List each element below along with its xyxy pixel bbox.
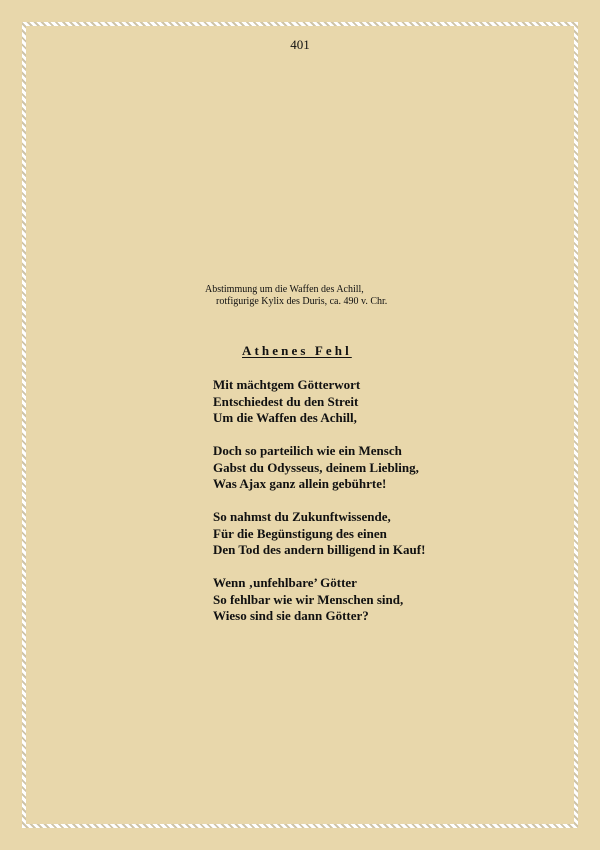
poem-line: Gabst du Odysseus, deinem Liebling, (213, 459, 419, 475)
poem-line: Den Tod des andern billigend in Kauf! (213, 542, 426, 557)
poem-stanza (213, 509, 425, 559)
poem-line: Wenn ‚unfehlbare’ Götter (213, 575, 357, 590)
poem-stanza (213, 575, 425, 625)
poem-line: Entschiedest du den Streit (213, 393, 359, 409)
poem-line: Mit mächtgem Götterwort (213, 377, 361, 392)
poem-line: Für die Begünstigung des einen (213, 525, 387, 541)
page-number: 401 (290, 37, 310, 52)
poem-line: Wieso sind sie dann Götter? (213, 608, 369, 623)
caption-line-2: rotfigurige Kylix des Duris, ca. 490 v. Chr. (216, 296, 388, 307)
poem-line: Was Ajax ganz allein gebührte! (213, 476, 387, 491)
poem-stanza (213, 377, 425, 427)
poem-title: Athenes Fehl (242, 343, 352, 358)
poem-body (213, 377, 425, 641)
poem-line: So nahmst du Zukunftwissende, (213, 509, 391, 524)
poem-stanza (213, 443, 425, 493)
caption-line-1: Abstimmung um die Waffen des Achill, (205, 284, 364, 295)
poem-line: Um die Waffen des Achill, (213, 410, 357, 425)
poem-line: So fehlbar wie wir Menschen sind, (213, 591, 404, 607)
image-caption (205, 284, 387, 308)
poem-line: Doch so parteilich wie ein Mensch (213, 443, 402, 458)
